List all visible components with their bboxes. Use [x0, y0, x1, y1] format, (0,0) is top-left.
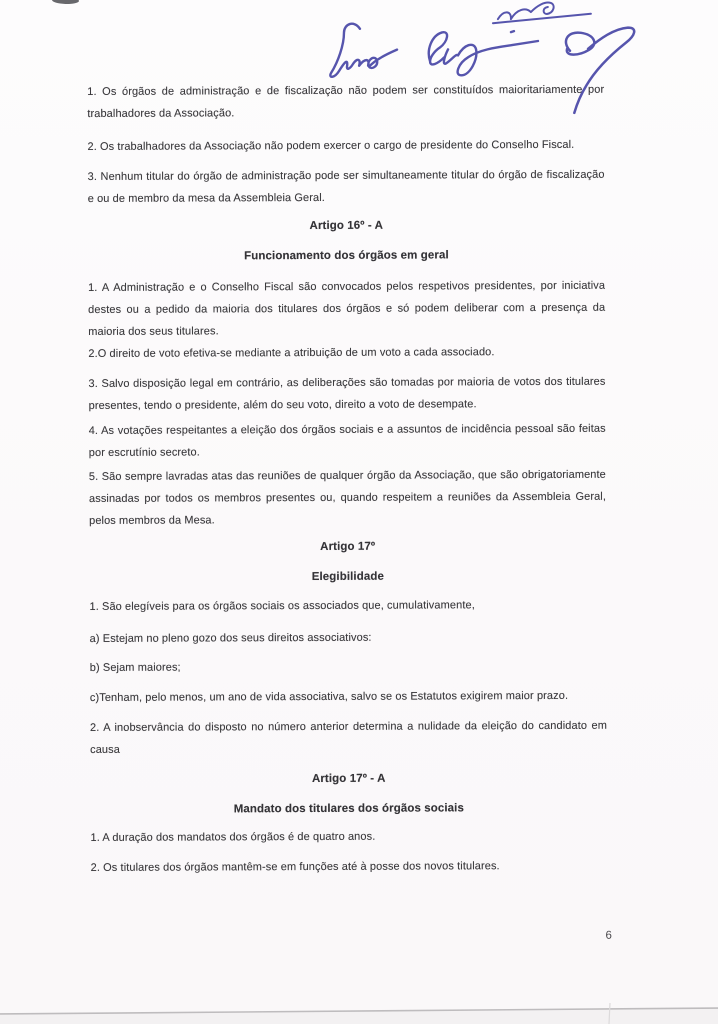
paragraph: 2.O direito de voto efetiva-se mediante a atribuição de um voto a cada associado. — [88, 346, 495, 360]
paragraph: 2. A inobservância do disposto no número anterior determina a nulidade da eleição do candidato em causa — [89, 719, 608, 756]
paragraph: 2. Os trabalhadores da Associação não podem exercer o cargo de presidente do Conselho Fiscal. — [87, 138, 575, 153]
paragraph: 3. Salvo disposição legal em contrário, as deliberações são tomadas por maioria de votos dos titulares presentes, tendo o presidente, além do seu voto, direito a voto de desempate. — [88, 375, 606, 412]
article-heading: Artigo 17º - A — [311, 772, 386, 785]
paragraph: 4. As votações respeitantes a eleição dos órgãos sociais e a assuntos de incidência pessoal são feitas por escrutínio secreto. — [88, 422, 606, 459]
paragraph: 2. Os titulares dos órgãos mantêm-se em funções até à posse dos novos titulares. — [90, 860, 500, 874]
list-item: b) Sejam maiores; — [89, 661, 181, 674]
paragraph: 5. São sempre lavradas atas das reuniões de qualquer órgão da Associação, que são obrigatoriamente assinadas por todos os membros presentes ou, quando respeitem a reuniões da Assembleia Geral, pelos membros da Mesa. — [88, 468, 607, 527]
document-body — [87, 0, 608, 1024]
article-heading: Artigo 16º - A — [309, 219, 384, 232]
section-heading: Elegibilidade — [311, 570, 384, 583]
list-item: c)Tenham, pelo menos, um ano de vida associativa, salvo se os Estatutos exigirem maior prazo. — [89, 689, 569, 704]
paragraph: 1. São elegíveis para os órgãos sociais os associados que, cumulativamente, — [89, 599, 475, 613]
paragraph: 1. A duração dos mandatos dos órgãos é de quatro anos. — [90, 830, 376, 844]
paragraph: 3. Nenhum titular do órgão de administração pode ser simultaneamente titular do órgão de fiscalização e ou de membro da mesa da Assembleia Geral. — [87, 168, 605, 205]
section-heading: Funcionamento dos órgãos em geral — [244, 249, 449, 263]
article-heading: Artigo 17º — [320, 540, 376, 553]
list-item: a) Estejam no pleno gozo dos seus direitos associativos: — [89, 631, 372, 645]
page-number: 6 — [605, 929, 612, 942]
paragraph: 1. Os órgãos de administração e de fiscalização não podem ser constituídos maioritariamente por trabalhadores da Associação. — [87, 83, 605, 120]
section-heading: Mandato dos titulares dos órgãos sociais — [233, 802, 464, 816]
paragraph: 1. A Administração e o Conselho Fiscal são convocados pelos respetivos presidentes, por iniciativa destes ou a pedido da maioria dos titulares dos órgãos e só podem deliberar com a presença da maioria dos seus titulares. — [88, 279, 606, 338]
